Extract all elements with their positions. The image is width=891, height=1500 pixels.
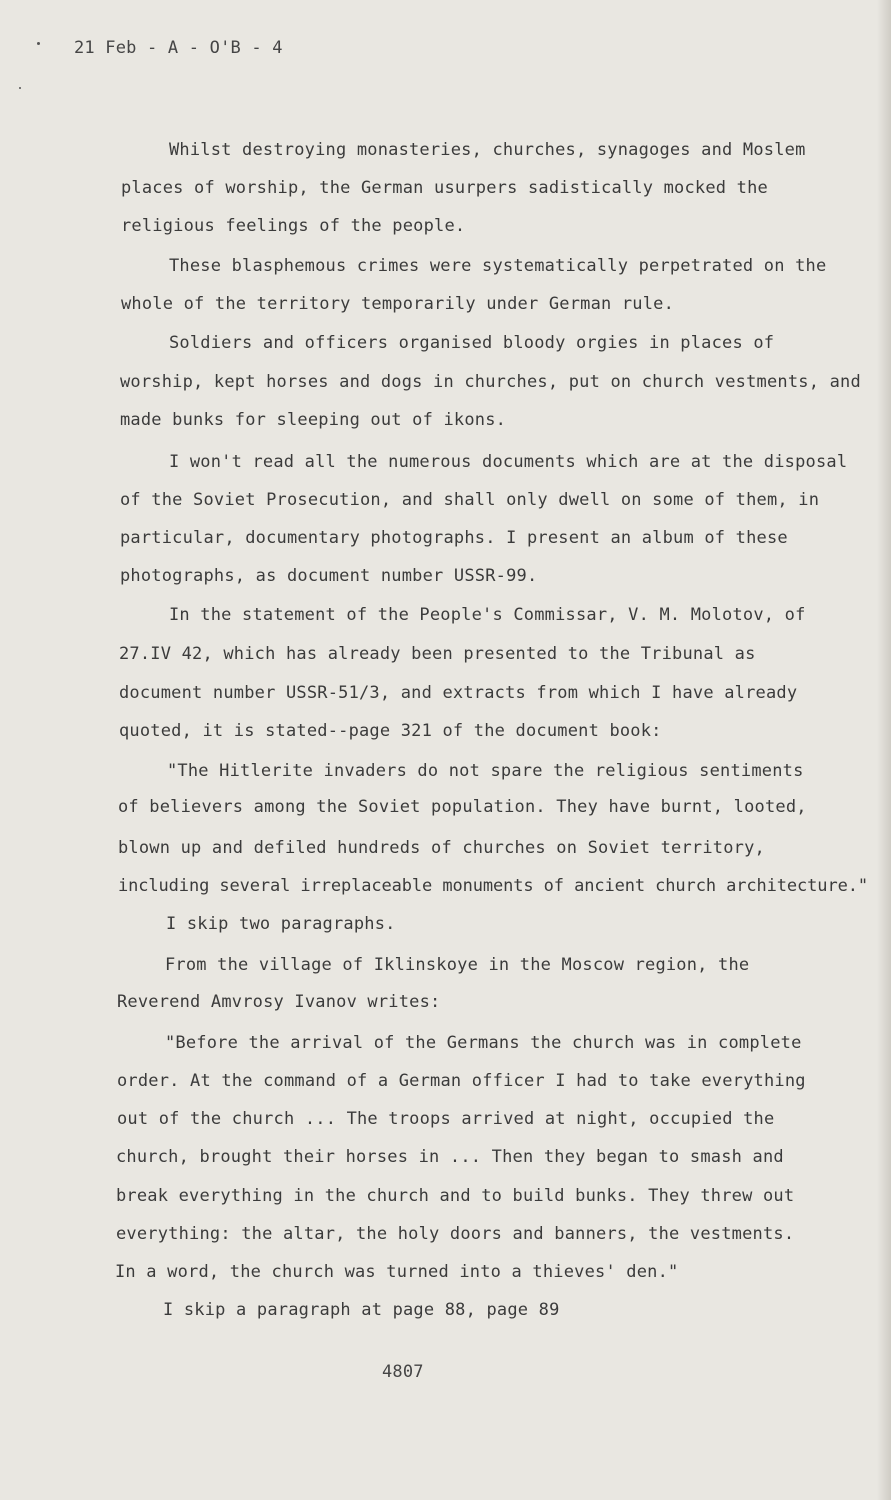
- text-line: places of worship, the German usurpers sadistically mocked the: [121, 178, 768, 198]
- margin-mark: [37, 42, 40, 45]
- page-number: 4807: [382, 1362, 424, 1382]
- text-line: photographs, as document number USSR-99.: [120, 566, 538, 586]
- text-line: I won't read all the numerous documents which are at the disposal: [169, 452, 848, 472]
- quote-line: break everything in the church and to build bunks. They threw out: [116, 1186, 795, 1206]
- quote-line: order. At the command of a German officer I had to take everything: [117, 1071, 806, 1091]
- text-line: These blasphemous crimes were systematically perpetrated on the: [169, 256, 827, 276]
- quote-line: including several irreplaceable monuments of ancient church architecture.": [118, 876, 868, 896]
- text-line: worship, kept horses and dogs in churches, put on church vestments, and: [120, 372, 861, 392]
- text-line: Whilst destroying monasteries, churches, synagoges and Moslem: [169, 140, 806, 160]
- text-line: of the Soviet Prosecution, and shall only dwell on some of them, in: [120, 490, 820, 510]
- text-line: document number USSR-51/3, and extracts from which I have already: [119, 683, 798, 703]
- quote-line: "Before the arrival of the Germans the church was in complete: [165, 1033, 802, 1053]
- quote-line: "The Hitlerite invaders do not spare the religious sentiments: [167, 761, 804, 781]
- text-line: whole of the territory temporarily under German rule.: [121, 294, 675, 314]
- text-line: I skip two paragraphs.: [166, 914, 396, 934]
- text-line: I skip a paragraph at page 88, page 89: [163, 1300, 560, 1320]
- quote-line: everything: the altar, the holy doors and banners, the vestments.: [116, 1224, 795, 1244]
- text-line: From the village of Iklinskoye in the Moscow region, the: [165, 955, 750, 975]
- text-line: quoted, it is stated--page 321 of the document book:: [119, 721, 662, 741]
- text-line: 27.IV 42, which has already been presented to the Tribunal as: [119, 644, 756, 664]
- quote-line: In a word, the church was turned into a thieves' den.": [115, 1262, 679, 1282]
- margin-mark: [19, 87, 21, 89]
- text-line: religious feelings of the people.: [121, 216, 466, 236]
- text-line: particular, documentary photographs. I present an album of these: [120, 528, 788, 548]
- text-line: In the statement of the People's Commissar, V. M. Molotov, of: [169, 605, 806, 625]
- quote-line: blown up and defiled hundreds of churches on Soviet territory,: [118, 838, 765, 858]
- page-header: 21 Feb - A - O'B - 4: [74, 38, 283, 58]
- quote-line: out of the church ... The troops arrived at night, occupied the: [117, 1109, 775, 1129]
- quote-line: church, brought their horses in ... Then they began to smash and: [116, 1147, 784, 1167]
- text-line: Reverend Amvrosy Ivanov writes:: [117, 992, 441, 1012]
- text-line: made bunks for sleeping out of ikons.: [120, 410, 507, 430]
- text-line: Soldiers and officers organised bloody orgies in places of: [169, 333, 775, 353]
- quote-line: of believers among the Soviet population. They have burnt, looted,: [118, 797, 807, 817]
